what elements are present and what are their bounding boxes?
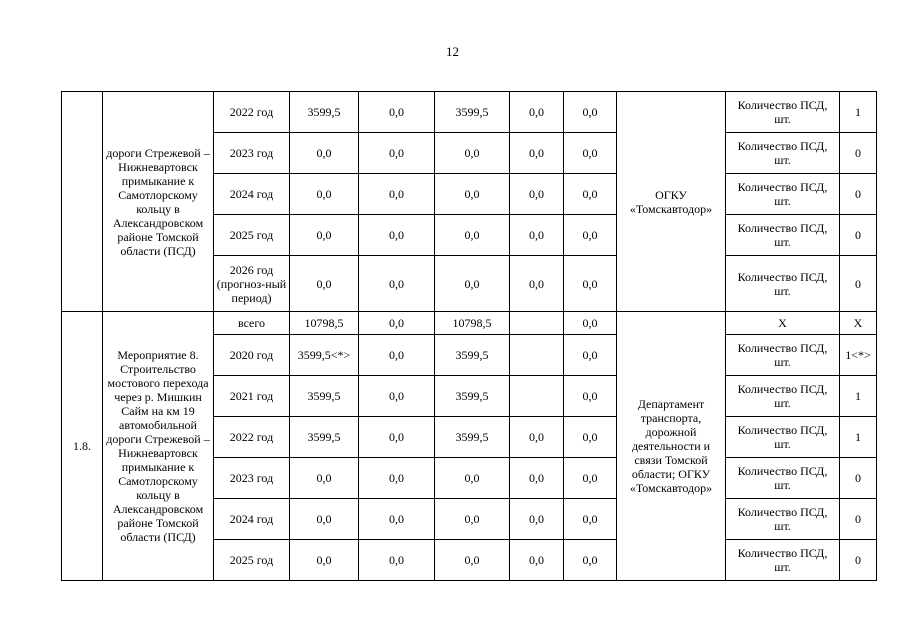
year-cell: всего [214, 312, 290, 335]
year-cell: 2021 год [214, 376, 290, 417]
col2-cell: 10798,5 [435, 312, 510, 335]
total-cell: 0,0 [290, 256, 359, 312]
col4-cell: 0,0 [564, 499, 617, 540]
col1-cell: 0,0 [359, 335, 435, 376]
col3-cell: 0,0 [510, 417, 564, 458]
indicator-cell: Количество ПСД, шт. [726, 417, 840, 458]
total-cell: 0,0 [290, 133, 359, 174]
indicator-value-cell: 0 [840, 215, 877, 256]
col3-cell: 0,0 [510, 215, 564, 256]
col3-cell: 0,0 [510, 92, 564, 133]
item-description-cell: Мероприятие 8. Строительство мостового перехода через р. Мишкин Сайм на км 19 автомобильной дороги Стрежевой – Нижневартовск примыкание к Самотлорскому кольцу в Александровском районе Томской области (ПСД) [103, 312, 214, 581]
col3-cell: 0,0 [510, 540, 564, 581]
indicator-cell: Количество ПСД, шт. [726, 256, 840, 312]
page-number: 12 [446, 44, 459, 59]
table-row [62, 92, 877, 133]
col4-cell: 0,0 [564, 417, 617, 458]
total-cell: 3599,5 [290, 92, 359, 133]
col4-cell: 0,0 [564, 376, 617, 417]
col1-cell: 0,0 [359, 174, 435, 215]
year-cell: 2022 год [214, 417, 290, 458]
indicator-value-cell: 1 [840, 376, 877, 417]
col2-cell: 0,0 [435, 133, 510, 174]
total-cell: 0,0 [290, 540, 359, 581]
year-cell: 2025 год [214, 215, 290, 256]
indicator-value-cell: 0 [840, 133, 877, 174]
total-cell: 0,0 [290, 215, 359, 256]
program-table [61, 91, 877, 581]
indicator-cell: Количество ПСД, шт. [726, 335, 840, 376]
table-body [62, 92, 877, 581]
executor-cell: ОГКУ «Томскавтодор» [617, 92, 726, 312]
col1-cell: 0,0 [359, 312, 435, 335]
indicator-value-cell: 0 [840, 458, 877, 499]
col4-cell: 0,0 [564, 256, 617, 312]
indicator-cell: Количество ПСД, шт. [726, 215, 840, 256]
year-cell: 2024 год [214, 499, 290, 540]
year-cell: 2023 год [214, 458, 290, 499]
executor-cell: Департамент транспорта, дорожной деятельности и связи Томской области; ОГКУ «Томскавтодор» [617, 312, 726, 581]
col1-cell: 0,0 [359, 458, 435, 499]
indicator-value-cell: 0 [840, 540, 877, 581]
total-cell: 0,0 [290, 174, 359, 215]
indicator-value-cell: 0 [840, 499, 877, 540]
col3-cell: 0,0 [510, 499, 564, 540]
col2-cell: 0,0 [435, 458, 510, 499]
col4-cell: 0,0 [564, 335, 617, 376]
col2-cell: 0,0 [435, 540, 510, 581]
col4-cell: 0,0 [564, 540, 617, 581]
col1-cell: 0,0 [359, 417, 435, 458]
col2-cell: 0,0 [435, 174, 510, 215]
col3-cell [510, 376, 564, 417]
col3-cell: 0,0 [510, 174, 564, 215]
col4-cell: 0,0 [564, 174, 617, 215]
col1-cell: 0,0 [359, 92, 435, 133]
col2-cell: 3599,5 [435, 335, 510, 376]
col2-cell: 0,0 [435, 256, 510, 312]
col3-cell: 0,0 [510, 133, 564, 174]
year-cell: 2022 год [214, 92, 290, 133]
indicator-value-cell: 0 [840, 174, 877, 215]
year-cell: 2020 год [214, 335, 290, 376]
col2-cell: 3599,5 [435, 92, 510, 133]
col1-cell: 0,0 [359, 133, 435, 174]
indicator-cell: Количество ПСД, шт. [726, 133, 840, 174]
col3-cell [510, 335, 564, 376]
indicator-value-cell: X [840, 312, 877, 335]
indicator-cell: Количество ПСД, шт. [726, 458, 840, 499]
total-cell: 3599,5 [290, 417, 359, 458]
year-cell: 2025 год [214, 540, 290, 581]
col2-cell: 0,0 [435, 215, 510, 256]
col3-cell [510, 312, 564, 335]
indicator-value-cell: 1 [840, 417, 877, 458]
year-cell: 2023 год [214, 133, 290, 174]
col2-cell: 3599,5 [435, 417, 510, 458]
col2-cell: 3599,5 [435, 376, 510, 417]
col2-cell: 0,0 [435, 499, 510, 540]
col1-cell: 0,0 [359, 256, 435, 312]
table-row [62, 312, 877, 335]
col1-cell: 0,0 [359, 540, 435, 581]
col1-cell: 0,0 [359, 215, 435, 256]
col1-cell: 0,0 [359, 499, 435, 540]
item-description-cell: дороги Стрежевой – Нижневартовск примыкание к Самотлорскому кольцу в Александровском районе Томской области (ПСД) [103, 92, 214, 312]
col1-cell: 0,0 [359, 376, 435, 417]
total-cell: 0,0 [290, 458, 359, 499]
item-number-cell: 1.8. [62, 312, 103, 581]
col4-cell: 0,0 [564, 312, 617, 335]
col4-cell: 0,0 [564, 92, 617, 133]
indicator-value-cell: 1 [840, 92, 877, 133]
col4-cell: 0,0 [564, 133, 617, 174]
col3-cell: 0,0 [510, 256, 564, 312]
item-number-cell [62, 92, 103, 312]
col4-cell: 0,0 [564, 215, 617, 256]
col3-cell: 0,0 [510, 458, 564, 499]
year-cell: 2026 год (прогноз-ный период) [214, 256, 290, 312]
col4-cell: 0,0 [564, 458, 617, 499]
indicator-cell: X [726, 312, 840, 335]
total-cell: 0,0 [290, 499, 359, 540]
year-cell: 2024 год [214, 174, 290, 215]
indicator-value-cell: 1<*> [840, 335, 877, 376]
indicator-cell: Количество ПСД, шт. [726, 376, 840, 417]
indicator-value-cell: 0 [840, 256, 877, 312]
total-cell: 3599,5 [290, 376, 359, 417]
total-cell: 3599,5<*> [290, 335, 359, 376]
indicator-cell: Количество ПСД, шт. [726, 92, 840, 133]
total-cell: 10798,5 [290, 312, 359, 335]
indicator-cell: Количество ПСД, шт. [726, 174, 840, 215]
indicator-cell: Количество ПСД, шт. [726, 540, 840, 581]
indicator-cell: Количество ПСД, шт. [726, 499, 840, 540]
